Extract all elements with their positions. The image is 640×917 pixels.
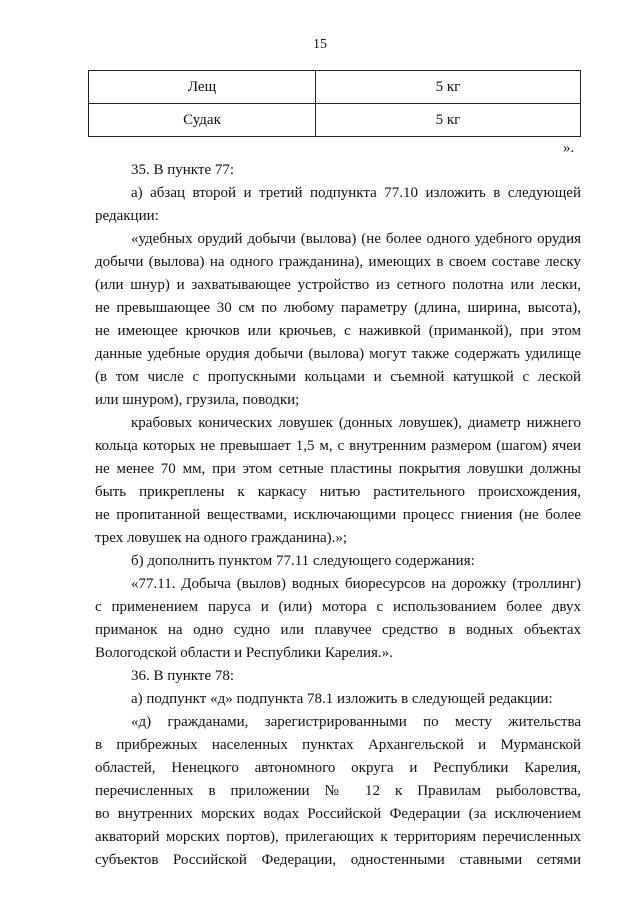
- paragraph-line: не пропитанной веществами, исключающими процесс гниения (не более: [95, 507, 581, 523]
- paragraph-line: приманок на одно судно или плавучее средство в водных объектах: [95, 622, 581, 638]
- paragraph-line: субъектов Российской Федерации, одностенными ставными сетями: [95, 852, 581, 868]
- paragraph-line: или шнуром), грузила, поводки;: [95, 392, 300, 408]
- table-row: [89, 71, 581, 104]
- fish-name-cell: Судак: [89, 104, 316, 137]
- fish-name-cell: Лещ: [89, 71, 316, 104]
- paragraph-line: не менее 70 мм, при этом сетные пластины покрытия ловушки должны: [95, 461, 581, 477]
- paragraph-line: областей, Ненецкого автономного округа и Республики Карелия,: [95, 760, 581, 776]
- paragraph-line: данные удебные орудия добычи (вылова) могут также содержать удилище: [95, 346, 581, 362]
- limit-cell: 5 кг: [316, 71, 581, 104]
- paragraph-line: трех ловушек на одного гражданина).»;: [95, 530, 348, 546]
- paragraph-line: «д) гражданами, зарегистрированными по месту жительства: [131, 714, 581, 730]
- paragraph-line: а) подпункт «д» подпункта 78.1 изложить в следующей редакции:: [131, 691, 553, 707]
- paragraph-line: быть прикреплены к каркасу нитью растительного происхождения,: [95, 484, 581, 500]
- paragraph-line: в прибрежных населенных пунктах Архангельской и Мурманской: [95, 737, 581, 753]
- paragraph-line: Вологодской области и Республики Карелия.».: [95, 645, 393, 661]
- paragraph-line: б) дополнить пунктом 77.11 следующего содержания:: [131, 553, 475, 569]
- paragraph-line: редакции:: [95, 208, 159, 224]
- paragraph-line: 35. В пункте 77:: [131, 162, 235, 178]
- paragraph-line: перечисленных в приложении № 12 к Правилам рыболовства,: [95, 783, 581, 799]
- paragraph-line: «77.11. Добыча (вылов) водных биоресурсов на дорожку (троллинг): [131, 576, 581, 592]
- paragraph-line: кольца которых не превышает 1,5 м, с внутренним размером (шагом) ячеи: [95, 438, 581, 454]
- catch-limits-table: [88, 70, 581, 137]
- paragraph-line: а) абзац второй и третий подпункта 77.10 изложить в следующей: [131, 185, 581, 201]
- paragraph-line: добычи (вылова) на одного гражданина), имеющих в своем составе леску: [95, 254, 581, 270]
- paragraph-line: (в том числе с пропускными кольцами и съемной катушкой с леской: [95, 369, 581, 385]
- table-closing-mark: ».: [563, 140, 575, 156]
- paragraph-line: не превышающее 30 см по любому параметру (длина, ширина, высота),: [95, 300, 581, 316]
- limit-cell: 5 кг: [316, 104, 581, 137]
- paragraph-line: с применением паруса и (или) мотора с использованием более двух: [95, 599, 581, 615]
- paragraph-line: крабовых конических ловушек (донных ловушек), диаметр нижнего: [131, 415, 581, 431]
- paragraph-line: во внутренних морских водах Российской Федерации (за исключением: [95, 806, 581, 822]
- paragraph-line: (или шнур) и захватывающее устройство из сетного полотна или лески,: [95, 277, 581, 293]
- paragraph-line: акваторий морских портов), прилегающих к территориям перечисленных: [95, 829, 581, 845]
- table-row: [89, 104, 581, 137]
- page-number: 15: [313, 37, 327, 52]
- paragraph-line: 36. В пункте 78:: [131, 668, 235, 684]
- paragraph-line: «удебных орудий добычи (вылова) (не более одного удебного орудия: [131, 231, 581, 247]
- paragraph-line: не имеющее крючков или крючьев, с наживкой (приманкой), при этом: [95, 323, 581, 339]
